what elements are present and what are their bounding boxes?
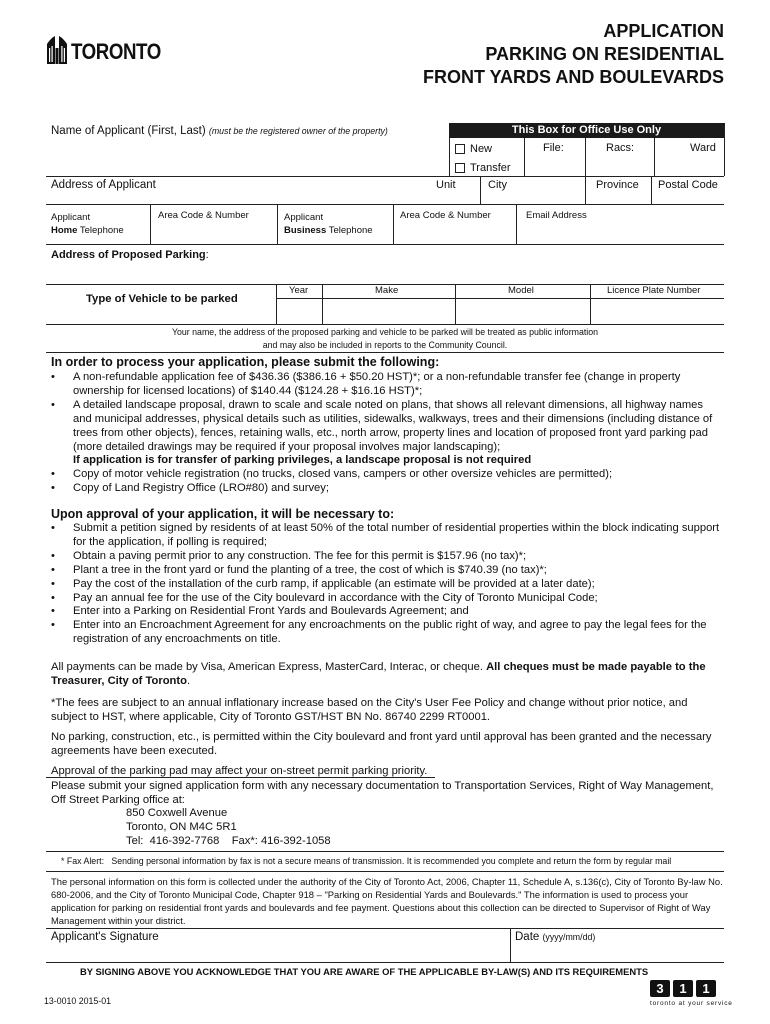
racs-label: Racs: [606,142,635,154]
new-checkbox[interactable] [455,144,465,154]
email-address-label: Email Address [526,210,587,221]
fax-alert: * Fax Alert: Sending personal information by fax is not a secure means of transmission. It is recommended you complete and return the form by regular mail [61,856,672,866]
approval-section-heading: Upon approval of your application, it will be necessary to: [51,507,395,521]
list-item: • Obtain a paving permit prior to any construction. The fee for this permit is $157.96 (no tax)*; [51,550,721,564]
submit-to-paragraph: Please submit your signed application form with any necessary documentation to Transportation Services, Right of Way Management, Off Street Parking office at: [51,780,714,806]
list-item: • A non-refundable application fee of $436.36 ($386.16 + $50.20 HST)*; or a non-refundable transfer fee (change in property ownership for licensed locations) of $140.44 ($124.28 + $16.16 HST)*; [51,371,721,399]
list-item: • Pay the cost of the installation of the curb ramp, if applicable (an estimate will be provided at a later date); [51,578,721,592]
payments-paragraph: All payments can be made by Visa, American Express, MasterCard, Interac, or cheque. All cheques must be made payable to the Treasurer, City of Toronto. [51,661,706,687]
submit-list [51,371,721,496]
logo-wordmark: TORONTO [71,39,161,64]
no-parking-paragraph: No parking, construction, etc., is permitted within the City boulevard and front yard until approval has been granted and the necessary agreements have been executed. [51,731,712,757]
year-field[interactable] [277,299,322,324]
home-telephone-label: Applicant Home Telephone [51,212,124,236]
make-label: Make [375,285,399,296]
model-label: Model [508,285,534,296]
list-item: • Pay an annual fee for the use of the City boulevard in accordance with the City of Toronto Municipal Code; [51,592,721,606]
date-field[interactable] [515,945,720,961]
list-item: • Copy of Land Registry Office (LRO#80) and survey; [51,482,721,496]
postal-code-label: Postal Code [658,179,718,191]
title-line-1: APPLICATION [603,21,724,41]
badge-digit: 1 [673,980,693,997]
signature-field[interactable] [51,945,506,961]
list-item: • Plant a tree in the front yard or fund the planting of a tree, the cost of which is $740.39 (no tax)*; [51,564,721,578]
list-item: • Enter into a Parking on Residential Front Yards and Boulevards Agreement; and [51,605,721,619]
home-area-code-label: Area Code & Number [158,210,249,221]
year-label: Year [289,285,309,296]
name-of-applicant-label: Name of Applicant (First, Last) (must be the registered owner of the property) [51,125,388,137]
business-telephone-label: Applicant Business Telephone [284,212,373,236]
licence-plate-field[interactable] [591,299,724,324]
proposed-parking-label: Address of Proposed Parking: [51,249,209,261]
title-line-3: FRONT YARDS AND BOULEVARDS [422,67,724,87]
toronto-logo [46,34,177,64]
address-line-2: Toronto, ON M4C 5R1 [126,821,237,833]
badge-tagline: toronto at your service [650,1000,733,1007]
badge-digit: 1 [696,980,716,997]
signature-label: Applicant's Signature [51,931,159,943]
form-number: 13-0010 2015-01 [44,996,112,1006]
acknowledgement-text: BY SIGNING ABOVE YOU ACKNOWLEDGE THAT YOU ARE AWARE OF THE APPLICABLE BY-LAW(S) AND ITS REQUIREMENTS [80,966,649,977]
new-label: New [470,143,493,155]
model-field[interactable] [456,299,590,324]
badge-digit: 3 [650,980,670,997]
list-item: • Enter into an Encroachment Agreement for any encroachments on the public right of way, and agree to pay the legal fees for the registration of any encroachments on title. [51,619,721,647]
privacy-notice: The personal information on this form is collected under the authority of the City of Toronto Act, 2006, Chapter 11, Schedule A, s.136(c), City of Toronto By-law No. 680-2006, and the City of Toronto Municipal Code, Chapter 918 – "Parking on Residential Yards and Boulevards." The information is used to process your application for parking on residential front yards and boulevards and fee payment. Questions about this collection can be directed to Supervisor of Right of Way Management within your district. [51,876,723,926]
office-use-heading: This Box for Office Use Only [449,123,724,138]
list-item: • A detailed landscape proposal, drawn to scale and scale noted on plans, that shows all relevant dimensions, all highway names and municipal addresses, physical details such as utilities, sidewalks, walkways, trees and their dimensions (including distance of trees from other objects), fences, retaining walls, etc., north arrow, property lines and location of proposed front yard parking pad (more detailed drawings may be required if your proposal involves major landscaping); If application is for transfer of parking privileges, a landscape proposal is not required [51,399,721,469]
name-of-applicant-field[interactable] [172,140,442,176]
public-info-note: Your name, the address of the proposed parking and vehicle to be parked will be treated as public information and may also be included in reports to the Community Council. [171,327,599,350]
311-badge [650,980,733,1007]
file-label: File: [543,142,564,154]
licence-plate-label: Licence Plate Number [607,285,701,296]
fees-note-paragraph: *The fees are subject to an annual inflationary increase based on the City's User Fee Policy and change without prior notice, and subject to HST, where applicable, City of Toronto GST/HST BN No. 86740 2299 RT0001. [51,697,688,723]
proposed-parking-field[interactable] [220,249,720,279]
transfer-checkbox[interactable] [455,163,465,173]
city-hall-icon [46,34,68,64]
make-field[interactable] [323,299,455,324]
title-line-2: PARKING ON RESIDENTIAL [485,44,724,64]
list-item: • Submit a petition signed by residents of at least 50% of the total number of residential properties within the block indicating support for the application, if polling is required; [51,522,721,550]
ward-label: Ward [690,142,716,154]
approval-note-paragraph: Approval of the parking pad may affect your on-street permit parking priority. [51,765,428,777]
address-line-1: 850 Coxwell Avenue [126,807,228,819]
vehicle-type-label: Type of Vehicle to be parked [86,293,238,305]
unit-label: Unit [436,179,456,191]
approval-list [51,522,721,647]
date-label: Date (yyyy/mm/dd) [515,931,596,943]
address-of-applicant-label: Address of Applicant [51,179,156,191]
list-item: • Copy of motor vehicle registration (no trucks, closed vans, campers or other oversize vehicles are permitted); [51,468,721,482]
city-label: City [488,179,507,191]
transfer-label: Transfer [470,162,511,174]
address-line-3: Tel: 416-392-7768 Fax*: 416-392-1058 [126,835,331,847]
submit-section-heading: In order to process your application, please submit the following: [51,355,440,369]
address-field[interactable] [160,190,430,204]
province-label: Province [596,179,639,191]
business-area-code-label: Area Code & Number [400,210,491,221]
